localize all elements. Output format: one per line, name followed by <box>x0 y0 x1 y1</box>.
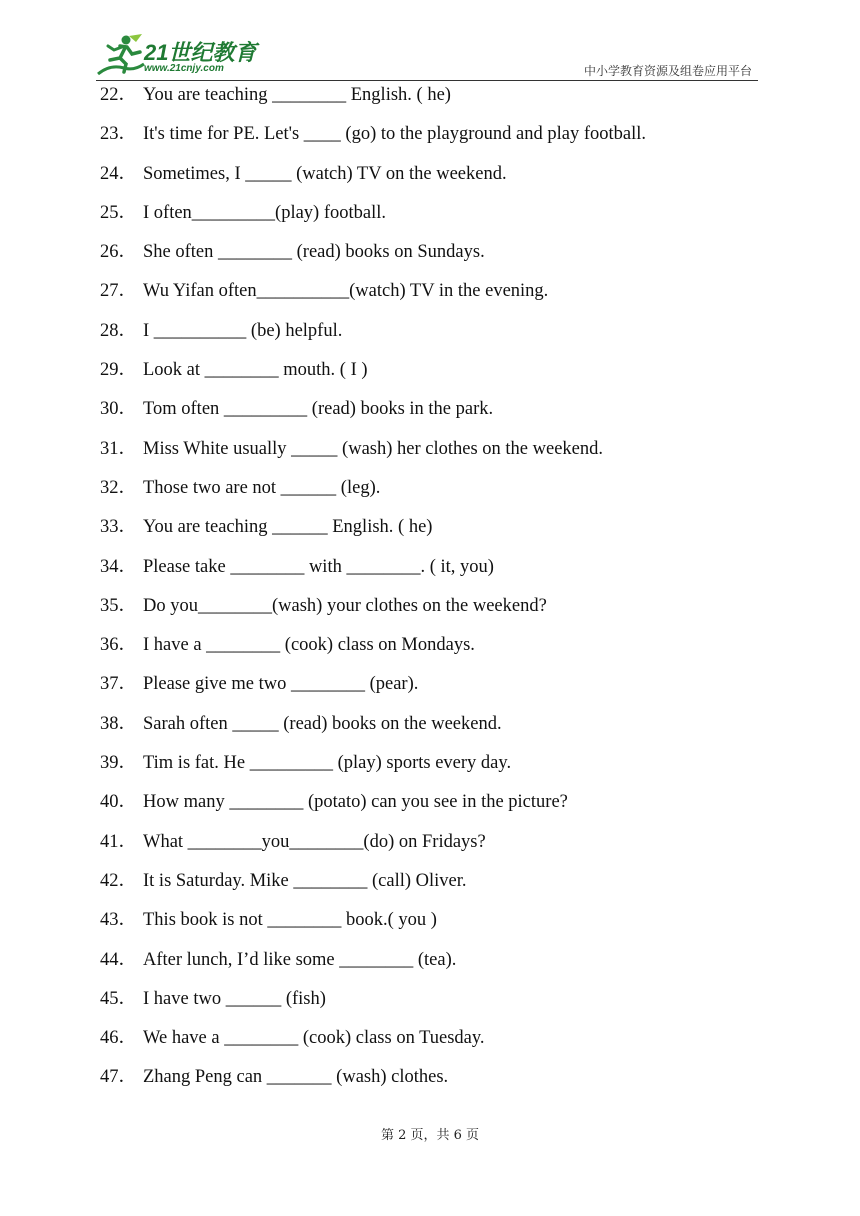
question-number: 38． <box>100 713 138 734</box>
question-number: 47． <box>100 1067 138 1088</box>
question-item <box>100 985 780 1024</box>
page-number: 第 2 页，共 6 页 <box>380 1128 480 1143</box>
question-text: Tom often _________ (read) books in the park. <box>143 399 494 420</box>
question-text: It is Saturday. Mike ________ (call) Oliver. <box>143 870 467 891</box>
platform-name: 中小学教育资源及组卷应用平台 <box>583 64 752 78</box>
question-text: She often ________ (read) books on Sundays. <box>143 242 485 263</box>
question-number: 31． <box>100 438 138 459</box>
question-text: Zhang Peng can _______ (wash) clothes. <box>143 1067 449 1088</box>
question-number: 44． <box>100 949 138 970</box>
question-number: 41． <box>100 831 138 852</box>
question-number: 39． <box>100 753 138 774</box>
question-item <box>100 946 780 985</box>
question-text: Do you________(wash) your clothes on the weekend? <box>143 595 547 616</box>
question-item <box>100 1063 780 1102</box>
question-text: After lunch, I’d like some ________ (tea). <box>143 949 457 970</box>
logo <box>96 34 266 78</box>
question-number: 27． <box>100 281 138 302</box>
question-number: 34． <box>100 556 138 577</box>
question-number: 28． <box>100 320 138 341</box>
question-text: I often_________(play) football. <box>143 202 387 223</box>
question-number: 43． <box>100 910 138 931</box>
question-text: How many ________ (potato) can you see in the picture? <box>143 792 568 813</box>
question-number: 29． <box>100 360 138 381</box>
question-text: I __________ (be) helpful. <box>143 320 343 341</box>
question-item <box>100 1024 780 1063</box>
question-text: Those two are not ______ (leg). <box>143 477 381 498</box>
question-text: Wu Yifan often__________(watch) TV in the evening. <box>143 281 549 302</box>
question-item <box>100 592 780 631</box>
question-item <box>100 906 780 945</box>
logo-url: www.21cnjy.com <box>144 63 224 74</box>
question-number: 36． <box>100 635 138 656</box>
question-number: 24． <box>100 163 138 184</box>
question-item <box>100 513 780 552</box>
question-text: You are teaching ________ English. ( he) <box>143 85 451 105</box>
question-item <box>100 356 780 395</box>
question-text: We have a ________ (cook) class on Tuesday. <box>143 1028 485 1049</box>
question-list <box>100 81 780 1103</box>
question-item <box>100 867 780 906</box>
question-item <box>100 395 780 434</box>
question-number: 33． <box>100 517 138 538</box>
question-number: 32． <box>100 477 138 498</box>
question-number: 35． <box>100 595 138 616</box>
question-item <box>100 710 780 749</box>
question-text: Look at ________ mouth. ( I ) <box>143 360 368 381</box>
question-item <box>100 277 780 316</box>
question-text: Miss White usually _____ (wash) her clothes on the weekend. <box>143 438 604 459</box>
question-item <box>100 749 780 788</box>
question-item <box>100 670 780 709</box>
question-text: What ________you________(do) on Fridays? <box>143 831 486 852</box>
question-text: It's time for PE. Let's ____ (go) to the playground and play football. <box>143 124 646 145</box>
question-item <box>100 317 780 356</box>
question-item <box>100 788 780 827</box>
question-text: This book is not ________ book.( you ) <box>143 910 437 931</box>
question-item <box>100 474 780 513</box>
question-text: Please give me two ________ (pear). <box>143 674 419 695</box>
question-number: 22． <box>100 85 138 105</box>
question-item <box>100 435 780 474</box>
question-item <box>100 81 780 120</box>
question-number: 30． <box>100 399 138 420</box>
question-text: Tim is fat. He _________ (play) sports every day. <box>143 753 512 774</box>
runner-logo-icon <box>96 34 146 78</box>
question-number: 45． <box>100 988 138 1009</box>
question-text: Sometimes, I _____ (watch) TV on the weekend. <box>143 163 507 184</box>
question-item <box>100 199 780 238</box>
question-text: Please take ________ with ________. ( it, you) <box>143 556 494 577</box>
question-item <box>100 828 780 867</box>
question-number: 37． <box>100 674 138 695</box>
logo-wordmark: 21世纪教育 <box>144 40 257 65</box>
question-text: I have a ________ (cook) class on Mondays. <box>143 635 475 656</box>
question-number: 26． <box>100 242 138 263</box>
question-item <box>100 160 780 199</box>
question-number: 40． <box>100 792 138 813</box>
question-item <box>100 631 780 670</box>
question-number: 42． <box>100 870 138 891</box>
question-number: 23． <box>100 124 138 145</box>
question-number: 25． <box>100 202 138 223</box>
question-text: I have two ______ (fish) <box>143 988 326 1009</box>
question-item <box>100 553 780 592</box>
question-text: You are teaching ______ English. ( he) <box>143 517 433 538</box>
question-text: Sarah often _____ (read) books on the weekend. <box>143 713 502 734</box>
question-number: 46． <box>100 1028 138 1049</box>
question-item <box>100 238 780 277</box>
page-header <box>0 0 860 82</box>
question-item <box>100 120 780 159</box>
